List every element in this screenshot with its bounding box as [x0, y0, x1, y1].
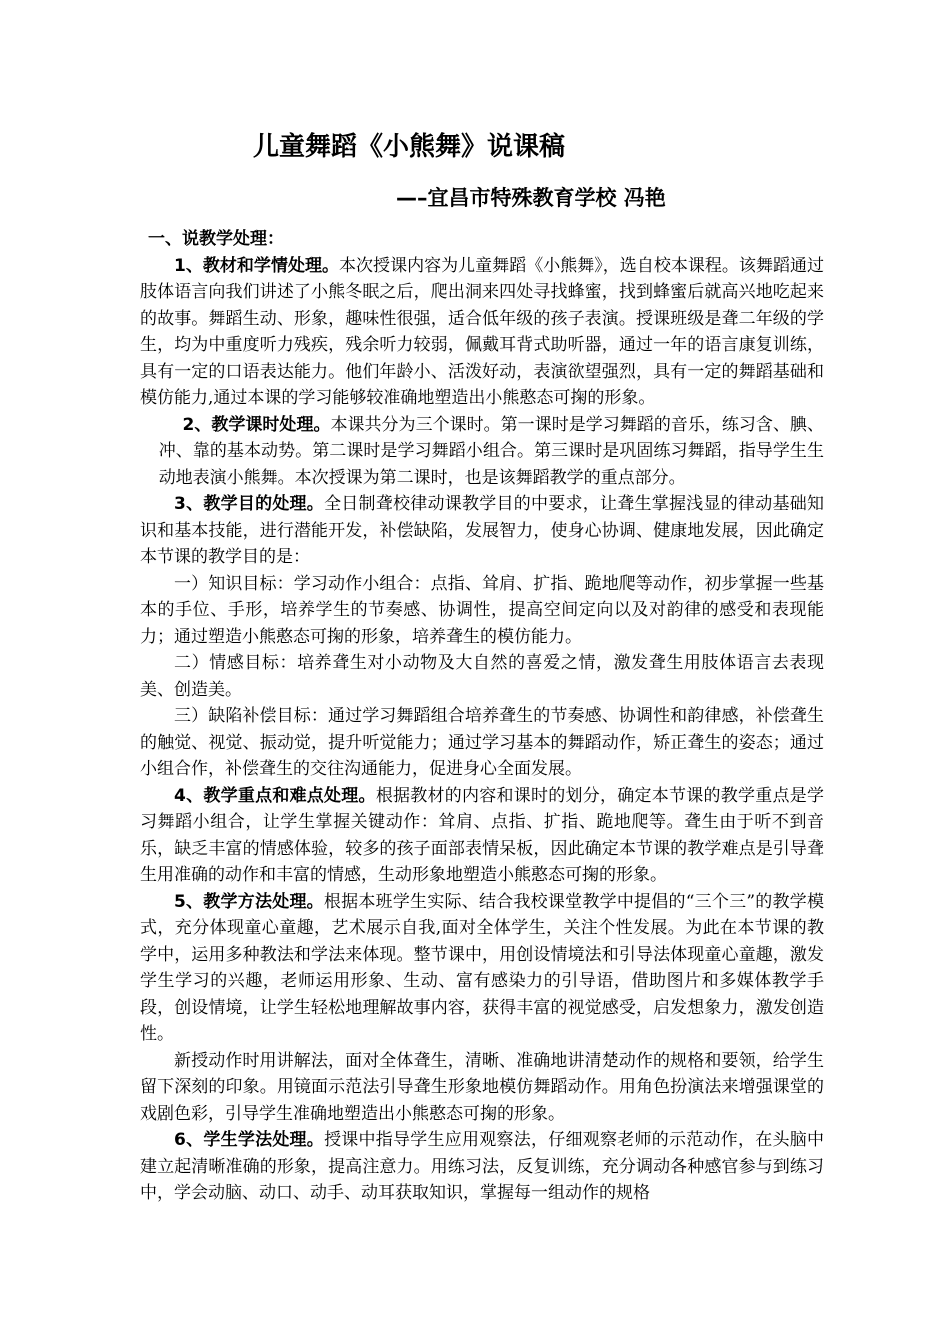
paragraph-text: 授课中指导学生应用观察法，仔细观察老师的示范动作，在头脑中建立起清晰准确的形象，提高注意力。用练习法，反复训练，充分调动各种感官参与到练习中，学会动脑、动口、动手、动耳获取知识，掌握每一组动作的规格	[140, 1130, 824, 1203]
section-heading: 一、说教学处理：	[148, 229, 284, 249]
paragraph-key-points	[140, 783, 824, 889]
document-author-line: —–宜昌市特殊教育学校 冯艳	[396, 186, 666, 210]
paragraph-text: 根据本班学生实际、结合我校课堂教学中提倡的“三个三”的教学模式，充分体现童心童趣，艺术展示自我,面对全体学生，关注个性发展。为此在本节课的教学中，运用多种教法和学法来体现。整节课中，用创设情境法和引导法体现童心童趣，激发学生学习的兴趣，老师运用形象、生动、富有感染力的引导语，借助图片和多媒体教学手段，创设情境，让学生轻松地理解故事内容，获得丰富的视觉感受，启发想象力，激发创造性。	[140, 891, 824, 1044]
paragraph-heading: 5、教学方法处理。	[174, 891, 324, 912]
paragraph-compensation-goal: 三）缺陷补偿目标：通过学习舞蹈组合培养聋生的节奏感、协调性和韵律感，补偿聋生的触觉、视觉、振动觉，提升听觉能力；通过学习基本的舞蹈动作，矫正聋生的姿态；通过小组合作，补偿聋生的交往沟通能力，促进身心全面发展。	[140, 706, 824, 779]
paragraph-heading: 6、学生学法处理。	[174, 1130, 325, 1150]
paragraph-emotion-goal: 二）情感目标：培养聋生对小动物及大自然的喜爱之情，激发聋生用肢体语言去表现美、创造美。	[140, 653, 824, 700]
paragraph-text: 本课共分为三个课时。第一课时是学习舞蹈的音乐，练习含、腆、冲、靠的基本动势。第二课时是学习舞蹈小组合。第三课时是巩固练习舞蹈，指导学生生动地表演小熊舞。本次授课为第二课时，也是该舞蹈教学的重点部分。	[158, 414, 824, 488]
paragraph-class-hours	[140, 412, 824, 492]
paragraph-teaching-methods	[140, 889, 824, 1048]
paragraph-heading: 3、教学目的处理。	[174, 494, 325, 514]
document-body	[140, 226, 824, 1207]
document-title: 儿童舞蹈《小熊舞》说课稿	[253, 132, 566, 162]
paragraph-learning-methods	[140, 1127, 824, 1207]
paragraph-heading: 4、教学重点和难点处理。	[174, 785, 376, 806]
paragraph-text: 本次授课内容为儿童舞蹈《小熊舞》，选自校本课程。该舞蹈通过肢体语言向我们讲述了小熊冬眠之后，爬出洞来四处寻找蜂蜜，找到蜂蜜后就高兴地吃起来的故事。舞蹈生动、形象，趣味性很强，适合低年级的孩子表演。授课班级是聋二年级的学生，均为中重度听力残疾，残余听力较弱，佩戴耳背式助听器，通过一年的语言康复训练，具有一定的口语表达能力。他们年龄小、活泼好动，表演欲望强烈，具有一定的舞蹈基础和模仿能力,通过本课的学习能够较准确地塑造出小熊憨态可掬的形象。	[140, 255, 824, 408]
paragraph-heading: 1、教材和学情处理。	[174, 255, 340, 276]
paragraph-materials	[140, 253, 824, 412]
paragraph-new-moves: 新授动作时用讲解法，面对全体聋生，清晰、准确地讲清楚动作的规格和要领，给学生留下深刻的印象。用镜面示范法引导聋生形象地模仿舞蹈动作。用角色扮演法来增强课堂的戏剧色彩，引导学生准确地塑造出小熊憨态可掬的形象。	[140, 1050, 824, 1124]
paragraph-text: 根据教材的内容和课时的划分，确定本节课的教学重点是学习舞蹈小组合，让学生掌握关键动作：耸肩、点指、扩指、跪地爬等。聋生由于听不到音乐，缺乏丰富的情感体验，较多的孩子面部表情呆板，因此确定本节课的教学难点是引导聋生用准确的动作和丰富的情感，生动形象地塑造小熊憨态可掬的形象。	[140, 785, 825, 885]
paragraph-knowledge-goal: 一）知识目标：学习动作小组合：点指、耸肩、扩指、跪地爬等动作，初步掌握一些基本的手位、手形，培养学生的节奏感、协调性，提高空间定向以及对韵律的感受和表现能力；通过塑造小熊憨态可掬的形象，培养聋生的模仿能力。	[140, 573, 824, 647]
paragraph-text: 全日制聋校律动课教学目的中要求，让聋生掌握浅显的律动基础知识和基本技能，进行潜能开发，补偿缺陷，发展智力，使身心协调、健康地发展，因此确定本节课的教学目的是：	[140, 494, 824, 567]
paragraph-objectives	[140, 491, 824, 571]
paragraph-heading: 2、教学课时处理。	[182, 414, 331, 435]
